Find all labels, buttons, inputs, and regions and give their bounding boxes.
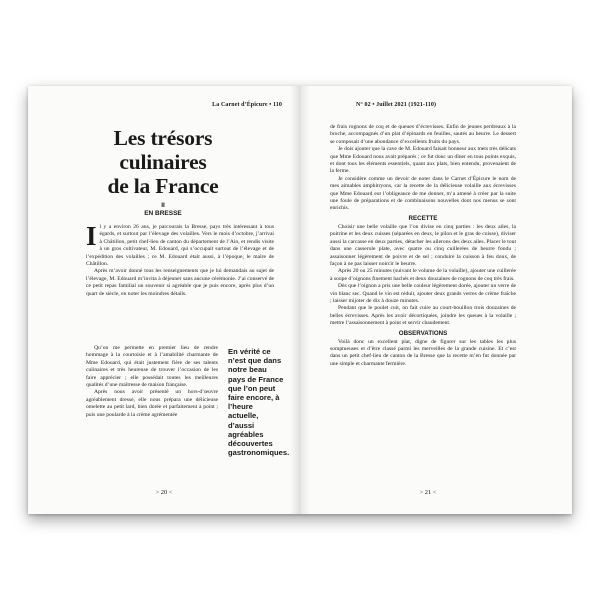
article-title bbox=[88, 126, 238, 198]
running-head-right: N° 02 • Juillet 2021 (1921-110) bbox=[356, 102, 437, 108]
body-paragraph: Après nous avoir présenté un hors-d’œuvre agréablement dressé, elle nous prépara une délicieuse omelette au petit lard, bien dorée et parfaitement à point ; puis une poularde à la crème agrémentée bbox=[86, 389, 218, 418]
observations-heading: OBSERVATIONS bbox=[398, 329, 448, 337]
body-column-right bbox=[330, 124, 516, 368]
body-paragraph: Après m’avoir donné tous les renseignements que je lui demandais au sujet de l’élevage, M. Edouard m’invita à déjeuner sans aucune cérémonie. J’ai conservé de ce petit repas familial un souvenir si agréable que je puis encore, après plus d’un quart de siècle, en noter les moindres détails. bbox=[86, 268, 274, 297]
section-number: II bbox=[161, 202, 165, 209]
title-line: Les trésors bbox=[113, 126, 213, 150]
section-title: EN BRESSE bbox=[144, 210, 182, 217]
page-number-left: > 20 < bbox=[155, 489, 173, 496]
magazine-spread bbox=[28, 86, 572, 514]
pull-quote: En vérité ce n’est que dans notre beau pays de France que l’on peut faire encore, à l’heure actuelle, d’aussi agréables découvertes gastronomiques. bbox=[228, 347, 290, 458]
body-column-narrow bbox=[86, 345, 218, 419]
page-number-right: > 21 < bbox=[419, 489, 437, 496]
body-paragraph: Je considère comme un devoir de noter dans le Carnet d’Épicure le nom de mes aimables amphitryons, car la recette de la délicieuse volaille aux écrevisses que Mme Edouard eut l’obligeance de me donner, m’a amené à créer par la suite une foule de préparations et de combinaisons nouvelles dont nos menus se sont enrichis. bbox=[330, 175, 516, 212]
title-line: culinaires bbox=[119, 150, 207, 174]
observations-paragraph: Voilà donc un excellent plat, digne de figurer sur les tables les plus somptueuses et d’être classé parmi les merveilles de la grande cuisine. Et c’est dans un petit chef-lieu de canton de la Bresse que la recette m’en fut donnée par une simple et charmante fermière. bbox=[330, 338, 516, 367]
body-paragraph bbox=[86, 221, 274, 268]
recipe-paragraph: Dès que l’oignon a pris une belle couleur légèrement dorée, ajouter un verre de vin blanc sec. Quand le vin est réduit, ajouter deux grands verres de crème fraîche ; laisser mijoter de dix à douze minutes. bbox=[330, 283, 516, 304]
body-column-full bbox=[86, 221, 274, 298]
recipe-heading: RECETTE bbox=[408, 214, 438, 222]
body-paragraph: Je dois ajouter que la cave de M. Edouard faisait honneur aux mets très délicats que Mme Edouard nous avait préparés ; ce fut donc un dîner en tous points exquis, et dont tous les éléments essentiels, quant aux plats, bien entendu, provenaient de la ferme. bbox=[330, 146, 516, 175]
left-page bbox=[28, 86, 300, 514]
body-paragraph: Qu’on me permette en premier lieu de rendre hommage à la courtoisie et à l’amabilité charmante de Mme Edouard, qui était justement fière de ses talents culinaires et très heureuse de trouver l’occasion de les faire apprécier ; elle possédait toutes les meilleures qualités d’une maîtresse de maison française. bbox=[86, 345, 218, 389]
drop-cap: I bbox=[86, 221, 97, 251]
paragraph-text: l y a environ 26 ans, je parcourais la Bresse, pays très intéressant à tous égards, et surtout par l’élevage des volailles. Vers le mois d’octobre, j’arrivai à Châtillon, petit chef-lieu de canton du département de l’Ain, et rendis visite à un gros cultivateur, M. Edouard, qui s’occupait surtout de l’élevage et de l’expédition des volailles ; ce M. Edouard était aussi, à l’époque, le maire de Châtillon. bbox=[86, 224, 274, 268]
title-line: de la France bbox=[107, 174, 219, 198]
running-head-left: La Carnet d’Épicure • 110 bbox=[212, 102, 282, 108]
recipe-paragraph: Choisir une belle volaille que l’on divise en cinq parties : les deux ailes, la poitrine et les deux cuisses (séparées en deux, le pilon et le gras de cuisse), diviser aussi la carcasse en deux parties, détacher les ailerons des deux ailes. Placer le tout dans une casserole plate, avec quatre ou cinq cuillerées de beurre fondu ; assaisonner légèrement de poivre et de sel ; conduire la cuisson à feu doux, de façon à ne pas laisser noircir le beurre. bbox=[330, 223, 516, 267]
recipe-paragraph: Pendant que le poulet cuit, on fait cuire au court-bouillon trois douzaines de belles écrevisses. Après les avoir décortiquées, joindre les queues à la volaille ; mettre l’assaisonnement à point et servir chaudement. bbox=[330, 305, 516, 327]
right-page bbox=[300, 86, 572, 514]
recipe-paragraph: Après 20 ou 25 minutes (suivant le volume de la volaille), ajouter une cuillerée à soupe d’oignons finement hachés et deux douzaines de rognons de coq très frais. bbox=[330, 268, 516, 282]
body-paragraph: de frais rognons de coq et de queues d’écrevisses. Enfin de jeunes perdreaux à la broche, accompagnés d’un plat d’épinards en feuilles, sautés au beurre. Le dessert se composait d’une abondance d’excellents fruits du pays. bbox=[330, 124, 516, 145]
